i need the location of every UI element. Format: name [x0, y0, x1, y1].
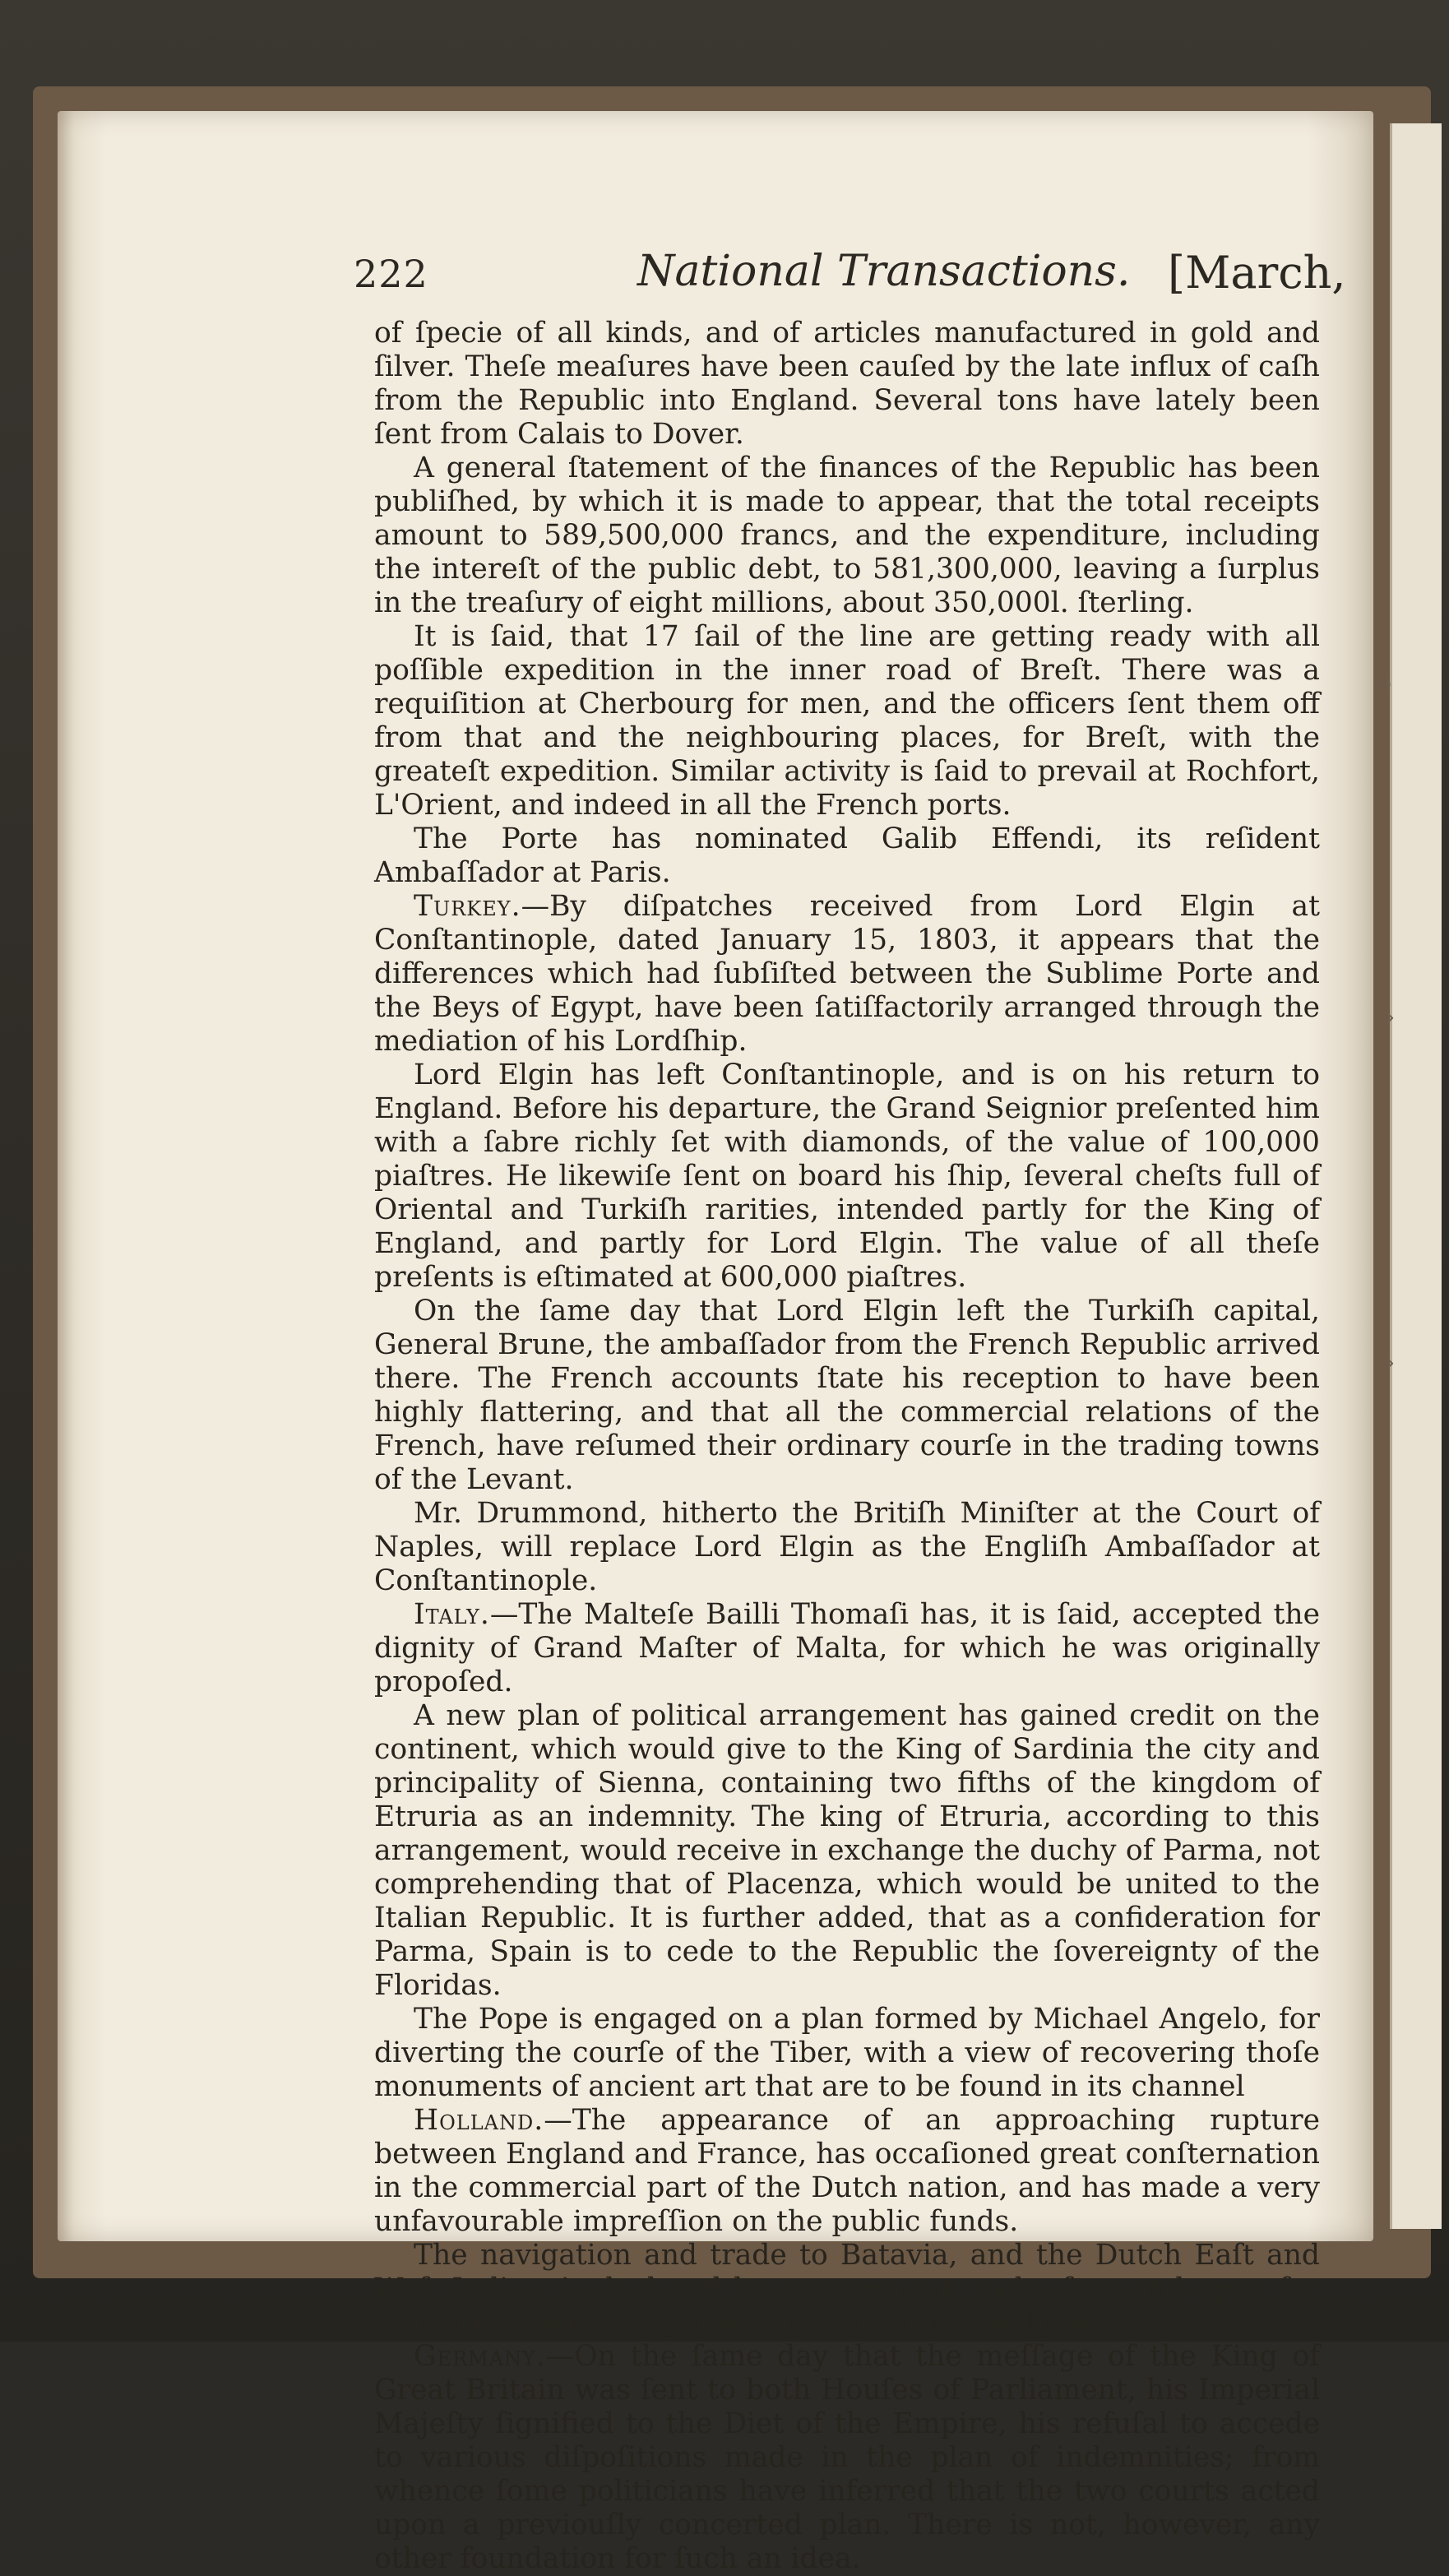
- paragraph: It is ſaid, that 17 ſail of the line are getting ready with all poſſible expedition in the inner road of Breſt. There was a requiſition at Cherbourg for men, and the officers ſent them off from that and the neighbouring places, for Breſt, with the greateſt expedition. Similar activity is ſaid to prevail at Rochfort, L'Orient, and indeed in all the French ports.: [374, 620, 1320, 822]
- paragraph-text: The appearance of an approaching rupture between England and France, has occaſioned great conſternation in the commercial part of the Dutch nation, and has made a very unfavourable impreſſion on the public funds.: [374, 2104, 1320, 2238]
- paragraph: A new plan of political arrangement has gained credit on the continent, which would give to the King of Sardinia the city and principality of Sienna, containing two fifths of the kingdom of Etruria as an indemnity. The king of Etruria, according to this arrangement, would receive in exchange the duchy of Parma, not comprehending that of Placenza, which would be united to the Italian Republic. It is further added, that as a confideration for Parma, Spain is to cede to the Republic the ſovereignty of the Floridas.: [374, 1699, 1320, 2002]
- paragraph-italy: [374, 1598, 1320, 1699]
- margin-tick-icon: ⁾: [1386, 674, 1391, 702]
- paragraph: On the ſame day that Lord Elgin left the Turkiſh capital, General Brune, the ambaſſador from the French Republic arrived there. The French accounts ſtate his reception to have been highly flattering, and that all the commercial relations of the French, have reſumed their ordinary courſe in the trading towns of the Levant.: [374, 1295, 1320, 1496]
- holland-dash: —: [544, 2104, 572, 2137]
- paragraph: The Pope is engaged on a plan formed by Michael Angelo, for diverting the courſe of the Tiber, with a view of recovering thoſe monuments of ancient art that are to be found in its channel: [374, 2003, 1320, 2103]
- paragraph: of ſpecie of all kinds, and of articles manufactured in gold and ſilver. Theſe meaſures have been cauſed by the late influx of caſh from the Republic into England. Several tons have lately been ſent from Calais to Dover.: [374, 317, 1320, 451]
- germany-dash: —: [545, 2340, 575, 2373]
- paragraph: The navigation and trade to Batavia, and the Dutch Eaſt and Weſt Indies, is declared by government, to be free and open for all nations of the Republic under certain conditions.: [374, 2239, 1320, 2339]
- margin-marks: [1386, 674, 1410, 1415]
- paragraph-turkey: [374, 890, 1320, 1059]
- paragraph-germany: [374, 2340, 1320, 2576]
- turkey-lead: —By diſpatches received from Lord Elgin at Conſtantinople,: [374, 890, 1320, 957]
- running-title: National Transactions.: [637, 247, 1131, 296]
- paragraph: The Porte has nominated Galib Effendi, its reſident Ambaſſador at Paris.: [374, 822, 1320, 889]
- paragraph-text: On the ſame day that the meſſage of the King of Great Britain was ſent to both Houſes of Parliament, his Imperial Majeſty ſignified to the Diet of the Empire, his refuſal to accede to various diſpoſitions made in the plan of indemnities; from whence ſome politicians have inferred that the two courts acted upon a previouſly concerted plan. There is not, however, any other foundation for ſuch an idea.: [374, 2340, 1320, 2575]
- margin-tick-icon: ›: [1386, 1349, 1396, 1376]
- paragraph: Mr. Drummond, hitherto the Britiſh Miniſter at the Court of Naples, will replace Lord Elgin as the Engliſh Ambaſſador at Conſtantinople.: [374, 1497, 1320, 1597]
- paragraph-holland: [374, 2104, 1320, 2239]
- margin-tick-icon: ›: [1386, 1003, 1396, 1031]
- paragraph: Lord Elgin has left Conſtantinople, and is on his return to England. Before his departure, the Grand Seignior preſented him with a ſabre richly ſet with diamonds, of the value of 100,000 piaſtres. He likewiſe ſent on board his ſhip, ſeveral cheſts full of Oriental and Turkiſh rarities, intended partly for the King of England, and partly for Lord Elgin. The value of all theſe preſents is eſtimated at 600,000 piaſtres.: [374, 1059, 1320, 1294]
- running-month: [March,: [1168, 247, 1346, 299]
- section-heading-italy: Italy.: [414, 1598, 490, 1631]
- section-heading-germany: Germany.: [414, 2340, 546, 2373]
- page-number: 222: [354, 252, 428, 296]
- article-body: [374, 317, 1320, 2575]
- paragraph-text: —The Malteſe Bailli Thomaſi has, it is ſaid, accepted the dignity of Grand Maſter of Malta, for which he was originally propoſed.: [374, 1598, 1320, 1698]
- page-header: [354, 247, 1346, 304]
- section-heading-turkey: Turkey.: [414, 890, 521, 923]
- section-heading-holland: Holland.: [414, 2104, 544, 2137]
- paragraph: A general ſtatement of the finances of the Republic has been publiſhed, by which it is made to appear, that the total receipts amount to 589,500,000 francs, and the expenditure, including the intereſt of the public debt, to 581,300,000, leaving a ſurplus in the treaſury of eight millions, about 350,000l. ſterling.: [374, 452, 1320, 619]
- paragraph-text: dated January 15, 1803, it appears that the differences which had ſubſiſted between the Sublime Porte and the Beys of Egypt, have been ſatiſfactorily arranged through the mediation of his Lordſhip.: [374, 924, 1320, 1058]
